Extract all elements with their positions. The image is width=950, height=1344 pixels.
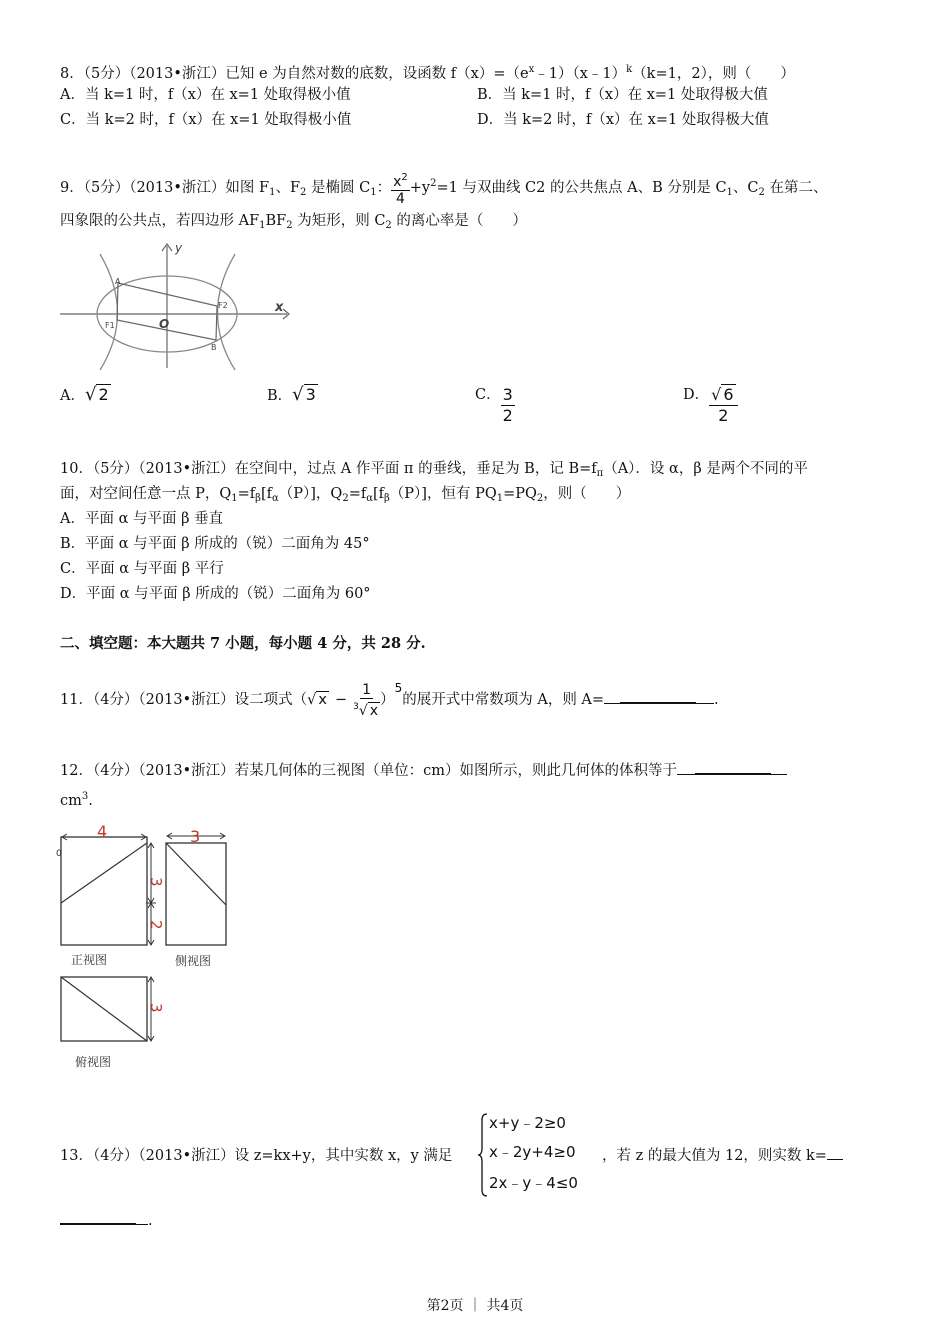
side-view-diagonal xyxy=(166,843,226,905)
q11-stem: 11．（4分）（2013•浙江）设二项式（√ x − $\frac{1}{^3√ x}$ ）$^5$的展开式中常数项为 A，则 A= . xyxy=(60,681,719,719)
q13-stem-cont: ，若 z 的最大值为 12，则实数 k= xyxy=(602,1146,843,1166)
q9-option-c: C． $\frac{3}{2}$ xyxy=(475,385,513,425)
q13-answer-blank: . xyxy=(60,1211,153,1231)
top-view-label: 俯视图 xyxy=(75,1055,112,1069)
q9-option-d: D． $\frac{√ 6}{2}$ xyxy=(683,385,738,426)
q10-stem-line2: 面，对空间任意一点 P，$Q_1=f_\beta[f_\alpha(P)]$，$Q_2=f_\alpha[f_\beta(P)]$，恒有 $PQ_1=PQ_2$，则（ ） xyxy=(60,486,631,504)
q8-option-c: C．当 k=2 时，f（x）在 x=1 处取得极小值 xyxy=(60,112,352,128)
label-height-lower: 2 xyxy=(147,920,165,930)
label-x: x xyxy=(275,300,284,315)
q13-constraint-1: x+y﹣2≥0 xyxy=(489,1114,566,1132)
label-o: O xyxy=(159,317,170,331)
front-view-diagonal xyxy=(61,843,147,903)
q10-option-d: D．平面 α 与平面 β 所成的（锐）二面角为 60° xyxy=(60,586,371,602)
sqrt-icon: √ xyxy=(358,702,368,719)
q10-option-b: B．平面 α 与平面 β 所成的（锐）二面角为 45° xyxy=(60,536,370,552)
q9-stem-line2: 四象限的公共点，若四边形 $AF_1BF_2$ 为矩形，则 $C_2$ 的离心率是（ ） xyxy=(60,213,527,231)
q10-option-a: A．平面 α 与平面 β 垂直 xyxy=(60,511,224,527)
q11-fraction: $\frac{1}{^3√ x}$ xyxy=(353,681,379,719)
front-view-rect xyxy=(61,837,147,945)
label-y: y xyxy=(175,241,183,255)
q13-constraint-2: x﹣2y+4≥0 xyxy=(489,1143,576,1161)
hyperbola-right-branch xyxy=(218,254,236,370)
label-f1: F1 xyxy=(105,321,115,330)
q9-option-b: B．√ 3 xyxy=(267,384,316,405)
label-a: A xyxy=(115,277,121,286)
q12-three-view-figure xyxy=(55,825,240,1075)
q13-stem: 13．（4分）（2013•浙江）设 z=kx+y，其中实数 x，y 满足 xyxy=(60,1148,453,1164)
sqrt-icon: √ xyxy=(292,384,304,405)
label-b: B xyxy=(211,343,217,352)
ellipse-fraction: $\frac{x^2}{4}$ xyxy=(393,171,408,207)
side-view-rect xyxy=(166,843,226,945)
front-view-label: 正视图 xyxy=(71,953,108,967)
hyperbola-left-branch xyxy=(100,254,118,370)
label-top-height: 3 xyxy=(147,1003,165,1013)
q9-ellipse-figure xyxy=(55,240,295,375)
q8-option-a: A．当 k=1 时，f（x）在 x=1 处取得极小值 xyxy=(60,87,351,103)
q12-stem: 12．（4分）（2013•浙江）若某几何体的三视图（单位：cm）如图所示，则此几何体的体积等于 xyxy=(60,761,787,781)
q8-stem: 8．（5分）（2013•浙江）已知 e 为自然对数的底数，设函数 $f(x)=(e^x﹣1)(x﹣1)^k(k=1$，2），则（ ） xyxy=(60,64,795,82)
label-side-width: 3 xyxy=(190,827,201,846)
label-f2: F2 xyxy=(218,301,228,310)
label-height-upper: 3 xyxy=(147,877,165,887)
q12-unit: $cm^3$. xyxy=(60,791,93,809)
side-view-label: 侧视图 xyxy=(175,954,212,968)
q13-constraint-3: 2x﹣y﹣4≤0 xyxy=(489,1174,578,1192)
top-view-diagonal xyxy=(61,977,147,1041)
q8-option-d: D．当 k=2 时，f（x）在 x=1 处取得极大值 xyxy=(477,112,769,128)
page-footer: 第2页 ｜ 共4页 xyxy=(426,1298,524,1314)
sqrt-icon: √ xyxy=(711,385,722,404)
label-mark: 0 xyxy=(56,849,62,859)
q8-option-b: B．当 k=1 时，f（x）在 x=1 处取得极大值 xyxy=(477,87,768,103)
section-heading: 二、填空题：本大题共 7 小题，每小题 4 分，共 28 分. xyxy=(60,635,426,652)
q10-option-c: C．平面 α 与平面 β 平行 xyxy=(60,561,224,577)
sqrt-icon: √ xyxy=(84,384,97,405)
q10-stem-line1: 10．（5分）（2013•浙江）在空间中，过点 A 作平面 π 的垂线，垂足为 B，记 $B=f_\pi(A)$．设 α，β 是两个不同的平 xyxy=(60,461,808,479)
q9-option-a: A．√ 2 xyxy=(60,384,109,405)
q9-stem: 9．（5分）（2013•浙江）如图 $F_1$、$F_2$ 是椭圆 $C_1$： $\frac{x^2}{4}$ $+y^2=1$ 与双曲线 C2 的公共焦点 A、B 分别是 $C_1$、$C_2$ 在第二、 xyxy=(60,171,828,207)
label-front-width: 4 xyxy=(97,825,108,841)
sqrt-icon: √ xyxy=(307,692,317,708)
q13-brace-icon xyxy=(478,1112,488,1198)
